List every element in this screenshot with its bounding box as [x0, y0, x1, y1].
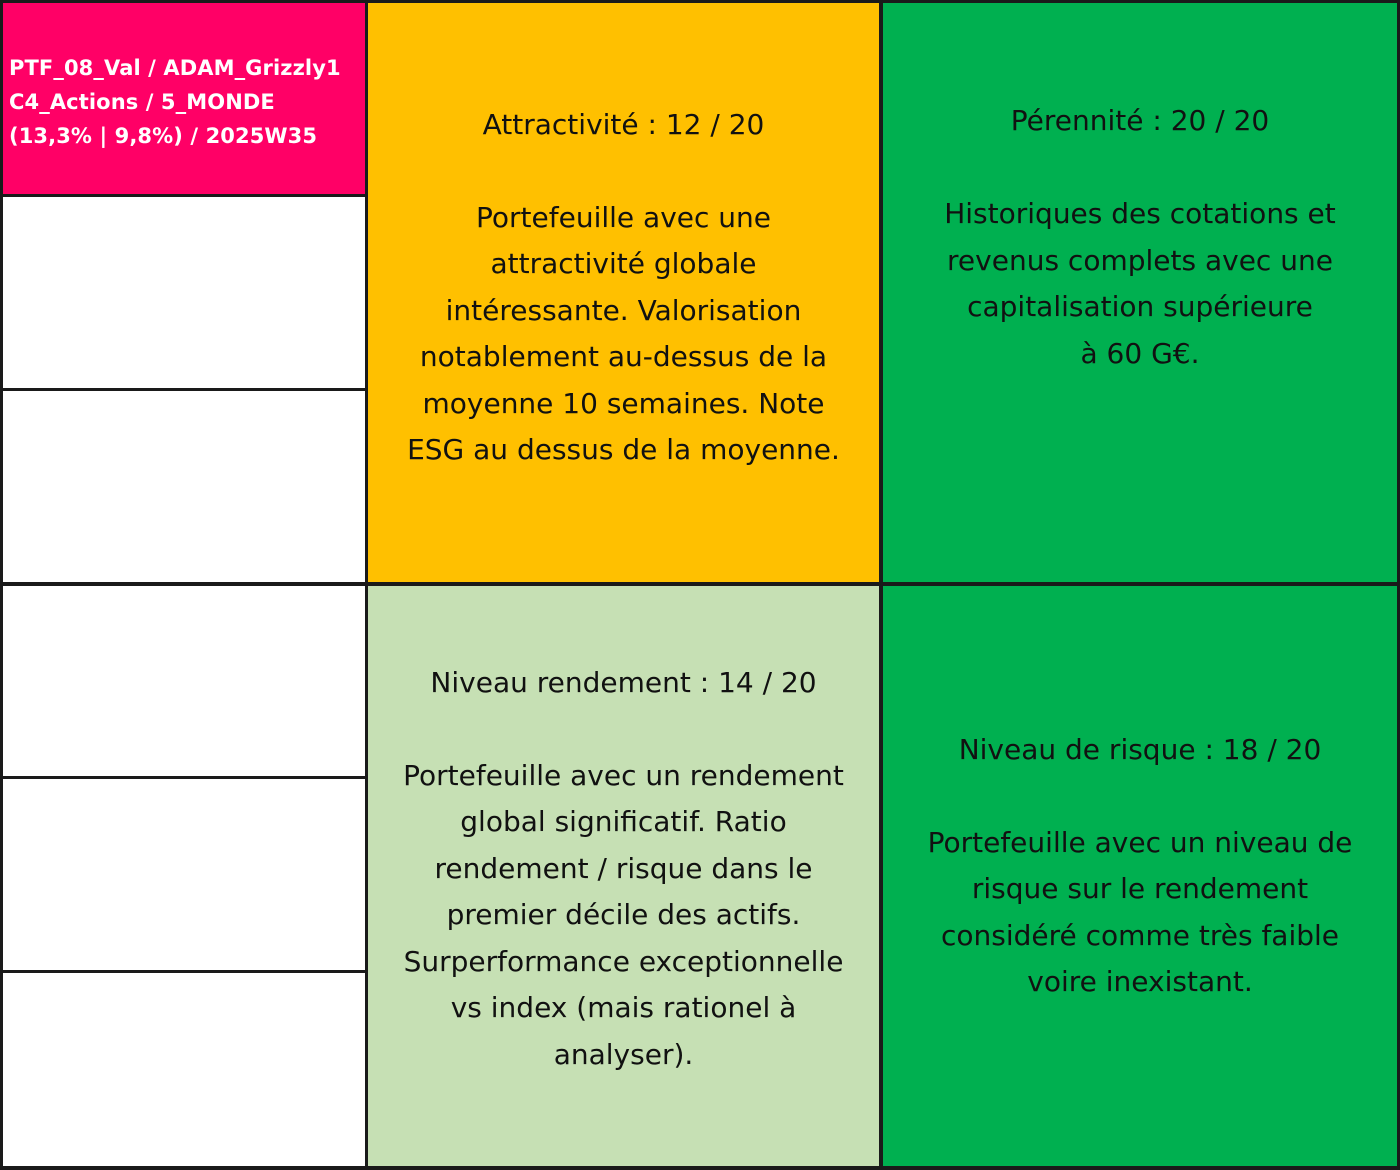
- attractivite-text-line: intéressante. Valorisation: [445, 293, 802, 327]
- rendement-title: Niveau rendement : 14 / 20: [430, 665, 817, 699]
- perennite-title: Pérennité : 20 / 20: [1010, 104, 1270, 137]
- risque-title: Niveau de risque : 18 / 20: [958, 732, 1322, 766]
- perennite-text-line: à 60 G€.: [1080, 336, 1200, 370]
- attractivite-text-line: Portefeuille avec une: [476, 200, 771, 234]
- rendement-text-line: premier décile des actifs.: [446, 898, 801, 932]
- attractivite-text-line: moyenne 10 semaines. Note: [422, 386, 825, 420]
- attractivite-text-line: notablement au-dessus de la: [419, 340, 828, 373]
- perennite-text-line: Historiques des cotations et: [944, 197, 1336, 230]
- attractivite-card: [368, 3, 879, 582]
- portfolio-id-line: PTF_08_Val / ADAM_Grizzly1: [9, 56, 341, 80]
- empty-cell: [3, 391, 365, 582]
- rendement-text-line: vs index (mais rationel à: [450, 991, 797, 1025]
- empty-cell: [3, 973, 365, 1166]
- risque-text-line: considéré comme très faible: [940, 918, 1340, 952]
- rendement-text-line: Surperformance exceptionnelle: [403, 944, 844, 978]
- perennite-text-line: capitalisation supérieure: [967, 290, 1313, 323]
- attractivite-text-line: attractivité globale: [490, 247, 757, 280]
- risque-card: [883, 586, 1397, 1166]
- risque-text-line: voire inexistant.: [1027, 965, 1253, 998]
- empty-cell: [3, 586, 365, 776]
- empty-cell: [3, 779, 365, 970]
- rendement-text-line: global significatif. Ratio: [460, 805, 787, 839]
- rendement-text-line: rendement / risque dans le: [434, 851, 813, 885]
- rendement-text-line: Portefeuille avec un rendement: [403, 758, 844, 792]
- risque-text-line: Portefeuille avec un niveau de: [927, 825, 1353, 859]
- perennite-card: [883, 3, 1397, 582]
- portfolio-performance-line: (13,3% | 9,8%) / 2025W35: [9, 124, 318, 148]
- rendement-text-line: analyser).: [553, 1037, 694, 1071]
- empty-cell: [3, 197, 365, 388]
- portfolio-header-cell: [3, 3, 365, 194]
- risque-text-line: risque sur le rendement: [971, 872, 1309, 905]
- perennite-text-line: revenus complets avec une: [947, 243, 1333, 277]
- portfolio-category-line: C4_Actions / 5_MONDE: [9, 90, 275, 114]
- attractivite-title: Attractivité : 12 / 20: [482, 107, 765, 141]
- attractivite-text-line: ESG au dessus de la moyenne.: [407, 433, 840, 466]
- rendement-card: [368, 586, 879, 1166]
